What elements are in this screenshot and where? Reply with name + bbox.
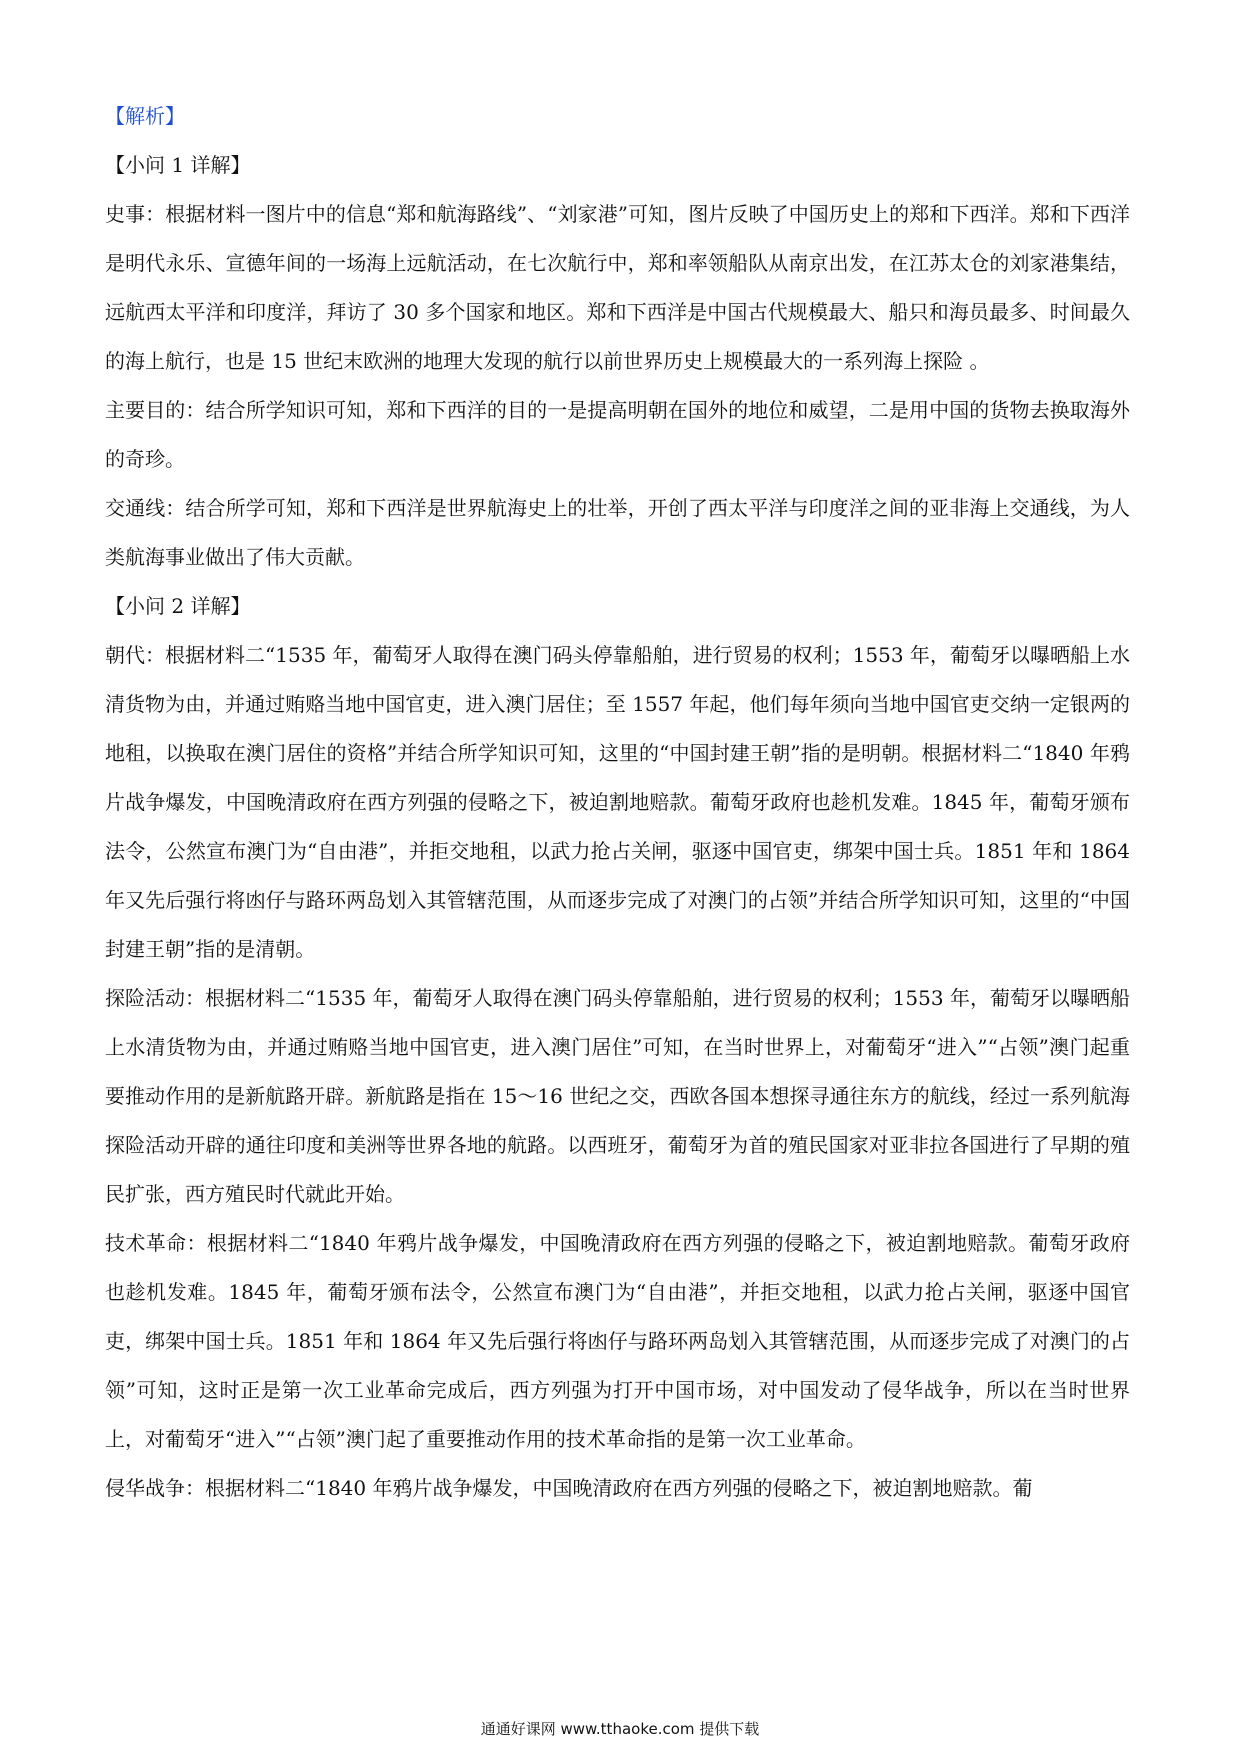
section-1-paragraph-route: 交通线：结合所学可知，郑和下西洋是世界航海史上的壮举，开创了西太平洋与印度洋之间的亚非海上交通线，为人类航海事业做出了伟大贡献。 bbox=[105, 496, 1130, 569]
section-1-paragraph-history: 史事：根据材料一图片中的信息“郑和航海路线”、“刘家港”可知，图片反映了中国历史上的郑和下西洋。郑和下西洋是明代永乐、宣德年间的一场海上远航活动，在七次航行中，郑和率领船队从南京出发，在江苏太仓的刘家港集结，远航西太平洋和印度洋，拜访了 30 多个国家和地区。郑和下西洋是中国古代规模最大、船只和海员最多、时间最久的海上航行，也是 15 世纪末欧洲的地理大发现的航行以前世界历史上规模最大的一系列海上探险 。 bbox=[105, 202, 1130, 373]
document-body bbox=[105, 92, 1130, 1513]
section-2-paragraph-tech-revolution: 技术革命：根据材料二“1840 年鸦片战争爆发，中国晚清政府在西方列强的侵略之下，被迫割地赔款。葡萄牙政府也趁机发难。1845 年，葡萄牙颁布法令，公然宣布澳门为“自由港”，并拒交地租，以武力抢占关闸，驱逐中国官吏，绑架中国士兵。1851 年和 1864 年又先后强行将凼仔与路环两岛划入其管辖范围，从而逐步完成了对澳门的占领”可知，这时正是第一次工业革命完成后，西方列强为打开中国市场，对中国发动了侵华战争，所以在当时世界上，对葡萄牙“进入”“占领”澳门起了重要推动作用的技术革命指的是第一次工业革命。 bbox=[105, 1231, 1130, 1451]
section-1-paragraph-purpose: 主要目的：结合所学知识可知，郑和下西洋的目的一是提高明朝在国外的地位和威望，二是用中国的货物去换取海外的奇珍。 bbox=[105, 398, 1130, 471]
footer-url[interactable]: www.tthaoke.com bbox=[560, 1720, 695, 1738]
analysis-label: 【解析】 bbox=[105, 104, 185, 128]
footer-site-name: 通通好课网 bbox=[480, 1720, 556, 1738]
footer-suffix: 提供下载 bbox=[699, 1720, 760, 1738]
section-2-paragraph-exploration: 探险活动：根据材料二“1535 年，葡萄牙人取得在澳门码头停靠船舶，进行贸易的权利；1553 年，葡萄牙以曝晒船上水清货物为由，并通过贿赂当地中国官吏，进入澳门居住”可知，在当时世界上，对葡萄牙“进入”“占领”澳门起重要推动作用的是新航路开辟。新航路是指在 15～16 世纪之交，西欧各国本想探寻通往东方的航线，经过一系列航海探险活动开辟的通往印度和美洲等世界各地的航路。以西班牙，葡萄牙为首的殖民国家对亚非拉各国进行了早期的殖民扩张，西方殖民时代就此开始。 bbox=[105, 986, 1130, 1206]
section-2-paragraph-dynasty: 朝代：根据材料二“1535 年，葡萄牙人取得在澳门码头停靠船舶，进行贸易的权利；1553 年，葡萄牙以曝晒船上水清货物为由，并通过贿赂当地中国官吏，进入澳门居住；至 1557 年起，他们每年须向当地中国官吏交纳一定银两的地租，以换取在澳门居住的资格”并结合所学知识可知，这里的“中国封建王朝”指的是明朝。根据材料二“1840 年鸦片战争爆发，中国晚清政府在西方列强的侵略之下，被迫割地赔款。葡萄牙政府也趁机发难。1845 年，葡萄牙颁布法令，公然宣布澳门为“自由港”，并拒交地租，以武力抢占关闸，驱逐中国官吏，绑架中国士兵。1851 年和 1864 年又先后强行将凼仔与路环两岛划入其管辖范围，从而逐步完成了对澳门的占领”并结合所学知识可知，这里的“中国封建王朝”指的是清朝。 bbox=[105, 643, 1130, 961]
section-2-heading: 【小问 2 详解】 bbox=[105, 594, 251, 618]
page-footer bbox=[0, 1718, 1240, 1739]
section-1-heading: 【小问 1 详解】 bbox=[105, 153, 251, 177]
section-2-paragraph-invasion: 侵华战争：根据材料二“1840 年鸦片战争爆发，中国晚清政府在西方列强的侵略之下，被迫割地赔款。葡 bbox=[105, 1476, 1033, 1500]
